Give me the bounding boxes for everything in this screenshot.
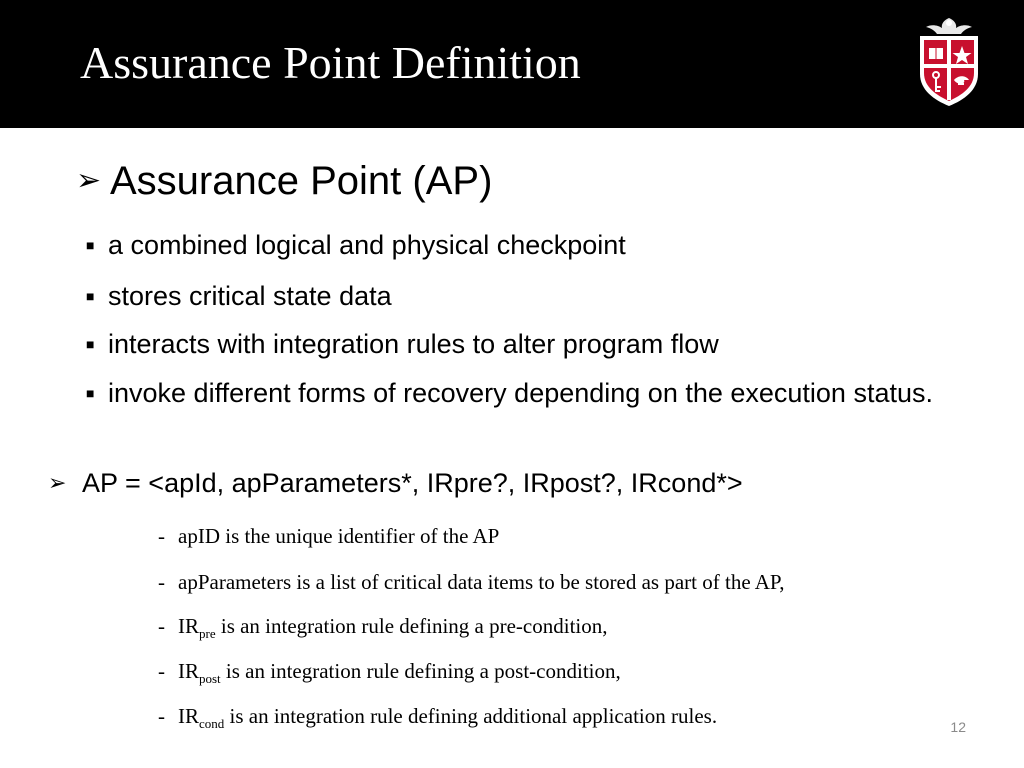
- dash-bullet: -: [158, 659, 165, 683]
- detail-text: is an integration rule defining a post-condition,: [220, 659, 621, 683]
- page-number: 12: [950, 719, 966, 735]
- detail-prefix: IR: [178, 659, 199, 683]
- slide-body: [0, 128, 1024, 768]
- dash-bullet: -: [158, 704, 165, 728]
- square-bullet-icon: ■: [86, 385, 95, 401]
- heading-text: Assurance Point (AP): [110, 159, 493, 203]
- square-bullet-icon: ■: [86, 288, 95, 304]
- detail-item: [158, 702, 717, 730]
- bullet-item: [86, 277, 946, 315]
- detail-prefix: apID: [178, 524, 220, 548]
- detail-text: is a list of critical data items to be stored as part of the AP,: [291, 570, 785, 594]
- tuple-text: AP = <apId, apParameters*, IRpre?, IRpost?, IRcond*>: [82, 468, 743, 498]
- detail-subscript: cond: [199, 716, 225, 731]
- detail-item: [158, 657, 621, 685]
- slide-title: Assurance Point Definition: [80, 37, 581, 88]
- detail-prefix: IR: [178, 704, 199, 728]
- bullet-item: [86, 325, 946, 363]
- header-bar: [0, 0, 1024, 128]
- bullet-text: interacts with integration rules to alter program flow: [108, 329, 719, 359]
- bullet-item: [86, 374, 946, 412]
- detail-text: is an integration rule defining additional application rules.: [224, 704, 718, 728]
- heading-item: [76, 158, 492, 204]
- dash-bullet: -: [158, 570, 165, 594]
- bullet-item: [86, 226, 946, 264]
- university-shield-logo-icon: [914, 14, 984, 110]
- tuple-item: [48, 465, 743, 502]
- square-bullet-icon: ■: [86, 237, 95, 253]
- square-bullet-icon: ■: [86, 336, 95, 352]
- bullet-text: invoke different forms of recovery depending on the execution status.: [108, 378, 933, 408]
- detail-item: [158, 522, 499, 550]
- detail-text: is the unique identifier of the AP: [219, 524, 500, 548]
- dash-bullet: -: [158, 524, 165, 548]
- detail-prefix: apParameters: [178, 570, 292, 594]
- bullet-text: stores critical state data: [108, 281, 392, 311]
- detail-subscript: post: [199, 671, 221, 686]
- detail-prefix: IR: [178, 614, 199, 638]
- detail-item: [158, 568, 785, 596]
- detail-text: is an integration rule defining a pre-condition,: [215, 614, 608, 638]
- arrow-bullet-icon: ➢: [76, 163, 102, 198]
- arrow-bullet-icon: ➢: [48, 471, 67, 496]
- detail-item: [158, 612, 608, 640]
- bullet-text: a combined logical and physical checkpoint: [108, 230, 626, 260]
- dash-bullet: -: [158, 614, 165, 638]
- detail-subscript: pre: [199, 626, 216, 641]
